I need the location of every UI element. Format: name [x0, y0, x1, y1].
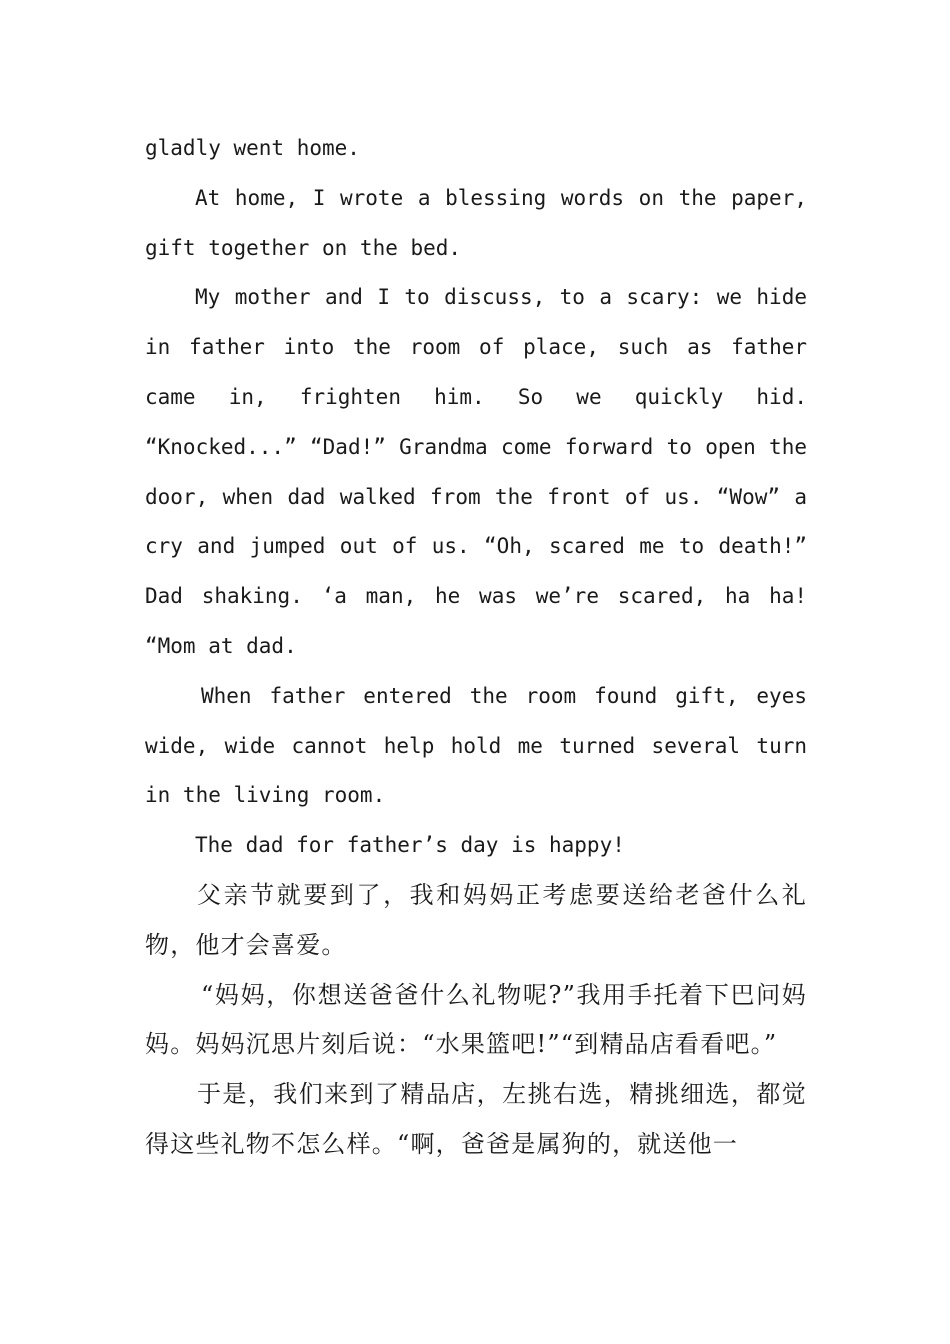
paragraph-happy: The dad for father’s day is happy!	[195, 833, 625, 858]
paragraph-scare: My mother and I to discuss, to a scary: we hide in father into the room of place, such as father came in, frighten him. So we quickly hid. “Knocked...” “Dad!” Grandma come forward to open the door, when dad walked from the front of us. “Wow” a cry and jumped out of us. “Oh, scared me to death!” Dad shaking. ‘a man, he was we’re scared, ha ha! “Mom at dad.	[145, 285, 820, 658]
document-body	[145, 124, 820, 1170]
paragraph-blessing: At home, I wrote a blessing words on the paper, gift together on the bed.	[145, 185, 820, 260]
paragraph-gift-found: When father entered the room found gift, eyes wide, wide cannot help hold me turned several turn in the living room.	[145, 683, 820, 808]
paragraph-zh-shop: 于是，我们来到了精品店，左挑右选，精挑细选，都觉得这些礼物不怎么样。“啊，爸爸是属狗的，就送他一	[145, 1080, 807, 1158]
paragraph-zh-fathers-day: 父亲节就要到了，我和妈妈正考虑要送给老爸什么礼物，他才会喜爱。	[145, 880, 807, 959]
paragraph-zh-dialogue: “妈妈，你想送爸爸什么礼物呢?”我用手托着下巴问妈妈。妈妈沉思片刻后说：“水果篮吧!”“到精品店看看吧。”	[145, 980, 807, 1059]
paragraph-continuation: gladly went home.	[145, 136, 360, 160]
